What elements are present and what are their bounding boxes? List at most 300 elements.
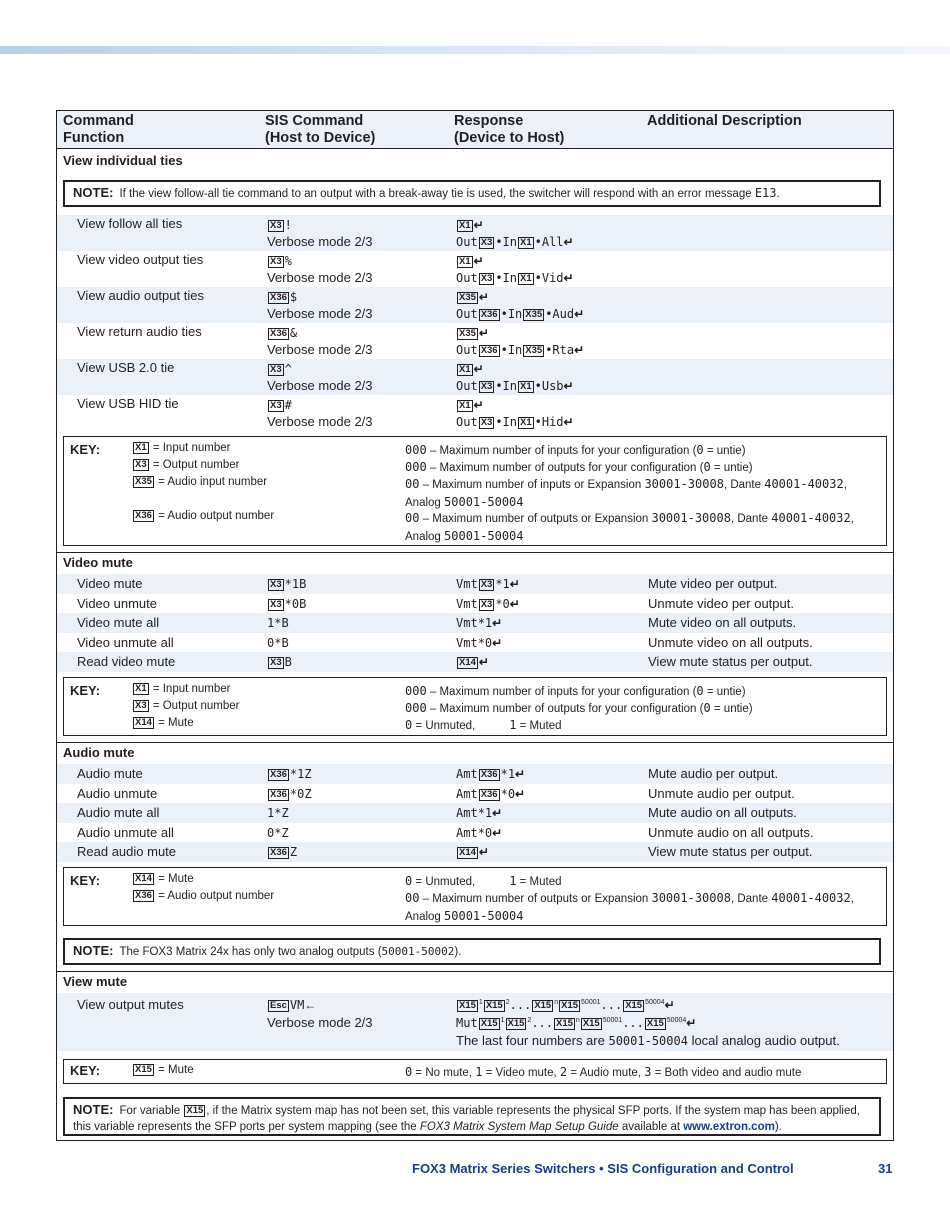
command-function: View USB HID tie xyxy=(77,396,179,411)
code: 0 xyxy=(703,460,711,474)
response xyxy=(456,766,525,781)
return-arrow-icon: ↵ xyxy=(492,825,503,840)
code: •In xyxy=(495,271,517,285)
return-arrow-icon: ↵ xyxy=(473,218,484,232)
section-divider xyxy=(57,742,893,743)
code: •In xyxy=(495,415,517,429)
var-box: X3 xyxy=(480,579,493,590)
response-description xyxy=(456,1033,840,1048)
text: = Muted xyxy=(516,876,562,888)
code: Vmt xyxy=(456,616,478,630)
code: 50001-50004 xyxy=(444,909,524,923)
description: Mute audio per output. xyxy=(648,766,779,781)
code: Vmt xyxy=(456,635,478,650)
key-label: KEY: xyxy=(70,1063,101,1078)
sis-command xyxy=(267,397,292,412)
response xyxy=(456,217,484,232)
code: •In xyxy=(500,343,523,357)
text: , Dante xyxy=(730,893,772,905)
verbose-label: Verbose mode 2/3 xyxy=(267,342,373,357)
left-arrow-icon: ← xyxy=(304,998,317,1012)
code: *1 xyxy=(477,806,493,820)
code: 0 xyxy=(405,1065,413,1079)
note-analog-outputs xyxy=(63,938,881,965)
text: local analog audio output. xyxy=(687,1033,840,1048)
code: •All xyxy=(534,235,564,249)
var-box: X15 xyxy=(485,1000,503,1011)
key-item xyxy=(132,459,239,471)
return-arrow-icon: ↵ xyxy=(686,1016,697,1030)
code: 40001-40032 xyxy=(771,511,851,525)
key-text: = Audio output number xyxy=(158,510,275,522)
note-code: E13 xyxy=(754,186,777,200)
code: Vmt xyxy=(456,596,478,611)
var-box: X1 xyxy=(459,220,471,231)
section-divider xyxy=(57,971,893,972)
sis-command xyxy=(267,825,289,840)
code: ^ xyxy=(284,362,292,376)
code: VM xyxy=(289,998,305,1012)
code: *0 xyxy=(477,825,493,840)
response xyxy=(456,576,520,591)
code: Out xyxy=(456,379,478,393)
key-text: = Input number xyxy=(152,442,231,454)
return-arrow-icon: ↵ xyxy=(563,235,574,249)
key-label: KEY: xyxy=(70,683,101,698)
var-box: X36 xyxy=(480,345,498,356)
top-gradient-bar xyxy=(0,46,950,54)
text: – Maximum number of inputs for your configuration ( xyxy=(426,686,697,698)
code: Out xyxy=(456,271,478,285)
var-box: X3 xyxy=(480,598,493,610)
header-additional-description: Additional Description xyxy=(647,113,802,129)
var-box: X3 xyxy=(270,220,282,231)
command-function: View follow all ties xyxy=(77,216,183,231)
response xyxy=(456,825,502,840)
code: Out xyxy=(456,235,478,249)
return-arrow-icon: ↵ xyxy=(473,254,484,268)
var-box: X36 xyxy=(270,788,287,800)
response xyxy=(456,289,489,304)
footer-title: FOX3 Matrix Series Switchers • SIS Configuration and Control xyxy=(412,1161,794,1176)
code: Vmt xyxy=(456,577,478,591)
command-function: Audio unmute all xyxy=(77,824,174,840)
note-text: ). xyxy=(774,1121,782,1133)
code: 0 xyxy=(696,443,704,457)
table-row xyxy=(57,823,893,843)
code: *1B xyxy=(284,577,307,591)
dots: ... xyxy=(622,1016,644,1030)
section-view-mute: View mute xyxy=(63,974,128,989)
page-number: 31 xyxy=(878,1161,893,1176)
var-box: X15 xyxy=(556,1018,573,1029)
sis-command xyxy=(267,217,292,232)
table-row xyxy=(57,395,893,431)
note-break-away xyxy=(63,180,881,207)
code: # xyxy=(284,398,292,412)
code: 00 xyxy=(405,511,420,525)
code: *0Z xyxy=(289,786,312,801)
key-text: = Audio output number xyxy=(158,890,275,902)
var-box: X35 xyxy=(459,292,476,303)
return-arrow-icon: ↵ xyxy=(664,998,675,1012)
code: Amt xyxy=(456,767,478,781)
key-item xyxy=(132,717,194,729)
var-box: X36 xyxy=(135,510,152,521)
response xyxy=(456,786,525,801)
table-row xyxy=(57,215,893,251)
var-box: X1 xyxy=(520,237,532,248)
text: – Maximum number of inputs for your configuration ( xyxy=(426,445,697,457)
var-box: X14 xyxy=(459,657,476,668)
table-row xyxy=(57,803,893,823)
command-function: Audio mute xyxy=(77,766,143,781)
code: 40001-40032 xyxy=(771,891,851,905)
verbose-label: Verbose mode 2/3 xyxy=(267,378,373,393)
command-function: Video unmute all xyxy=(77,634,174,650)
code: 0*Z xyxy=(267,825,289,840)
code: *0B xyxy=(284,596,307,611)
code: Out xyxy=(456,307,478,321)
note-end: . xyxy=(776,188,780,200)
command-function: Read video mute xyxy=(77,654,176,669)
text: – Maximum number of outputs for your configuration ( xyxy=(426,462,704,474)
sis-command xyxy=(267,289,297,304)
var-box: X36 xyxy=(270,847,287,858)
code: 0 xyxy=(696,684,704,698)
command-function: Video unmute xyxy=(77,595,157,611)
header-response: Response (Device to Host) xyxy=(454,113,565,146)
key-label: KEY: xyxy=(70,442,101,457)
note-text: If the view follow-all tie command to an output with a break-away tie is used, the switcher will respond with an error message xyxy=(119,188,755,200)
response xyxy=(456,635,502,650)
key-text: = Output number xyxy=(152,700,240,712)
code: •In xyxy=(500,307,523,321)
return-arrow-icon: ↵ xyxy=(492,616,503,630)
dots: ... xyxy=(531,1016,553,1030)
sup: 50004 xyxy=(666,1017,687,1024)
verbose-label: Verbose mode 2/3 xyxy=(267,306,373,321)
table-row-view-output-mutes xyxy=(57,993,893,1051)
sup: 1 xyxy=(500,1017,505,1024)
code: *1 xyxy=(495,577,510,591)
verbose-label: Verbose mode 2/3 xyxy=(267,1015,373,1030)
section-video-mute: Video mute xyxy=(63,555,133,570)
var-box: X15 xyxy=(186,1105,204,1116)
var-box: X14 xyxy=(459,847,476,858)
code: 50001-50004 xyxy=(608,1034,688,1048)
code: % xyxy=(284,254,292,268)
code: 00 xyxy=(405,477,420,491)
note-end: ). xyxy=(454,946,462,958)
sup: 50001 xyxy=(602,1017,623,1024)
var-box: X15 xyxy=(561,1000,579,1011)
sis-command xyxy=(267,325,297,340)
return-arrow-icon: ↵ xyxy=(478,845,489,859)
key-item xyxy=(132,476,267,488)
description: Mute audio on all outputs. xyxy=(648,805,797,820)
var-box: X1 xyxy=(459,364,471,375)
response xyxy=(456,805,502,820)
code: B xyxy=(284,655,292,669)
var-box: X1 xyxy=(459,256,471,267)
code: 40001-40032 xyxy=(764,477,844,491)
key-desc xyxy=(405,510,883,546)
text: – Maximum number of outputs or Expansion xyxy=(419,513,652,525)
var-box: X14 xyxy=(135,873,152,884)
response-verbose xyxy=(456,234,574,249)
text: = Muted xyxy=(516,720,562,732)
code: 0 xyxy=(405,718,413,732)
table-header xyxy=(57,111,893,149)
response xyxy=(456,615,502,630)
extron-link[interactable]: www.extron.com xyxy=(683,1121,775,1133)
sis-command xyxy=(267,844,297,859)
code: 1 xyxy=(509,718,517,732)
key-desc xyxy=(405,1064,883,1082)
response-verbose xyxy=(456,342,584,357)
sis-command-table xyxy=(56,110,894,1141)
code: Amt xyxy=(456,806,478,820)
code: *0 xyxy=(500,786,516,801)
sis-command xyxy=(267,253,292,268)
var-box: X1 xyxy=(520,381,532,392)
var-box: X1 xyxy=(520,273,532,284)
code: 1 xyxy=(475,1065,483,1079)
sis-command xyxy=(267,997,316,1012)
command-function: View output mutes xyxy=(77,997,184,1012)
code: •In xyxy=(495,379,517,393)
var-box: X3 xyxy=(270,598,282,610)
guide-title: FOX3 Matrix System Map Setup Guide xyxy=(419,1121,619,1133)
text: = Both video and audio mute xyxy=(651,1067,802,1079)
return-arrow-icon: ↵ xyxy=(563,415,574,429)
return-arrow-icon: ↵ xyxy=(563,379,574,393)
code: 00 xyxy=(405,891,420,905)
text: – Maximum number of outputs for your configuration ( xyxy=(426,703,704,715)
description: Unmute audio per output. xyxy=(648,785,795,801)
key-label: KEY: xyxy=(70,873,101,888)
code: 000 xyxy=(405,684,427,698)
description: Mute video on all outputs. xyxy=(648,615,797,630)
command-function: Video mute all xyxy=(77,615,160,630)
return-arrow-icon: ↵ xyxy=(478,290,489,304)
sup: 2 xyxy=(527,1017,532,1024)
table-row xyxy=(57,251,893,287)
table-row xyxy=(57,574,893,594)
dots: ... xyxy=(509,998,532,1012)
response xyxy=(456,253,484,268)
sis-command xyxy=(267,786,312,801)
code: *1 xyxy=(477,616,493,630)
text: = No mute, xyxy=(412,1067,476,1079)
var-box: X3 xyxy=(480,273,493,284)
sup: 50004 xyxy=(645,999,665,1006)
response-verbose xyxy=(456,306,584,321)
text: , Dante xyxy=(730,513,772,525)
var-box: X1 xyxy=(520,417,532,428)
note-code: 50001-50002 xyxy=(381,945,455,958)
var-box: X1 xyxy=(459,400,471,411)
return-arrow-icon: ↵ xyxy=(478,655,489,669)
key-item xyxy=(132,683,231,695)
var-box: X15 xyxy=(646,1018,664,1029)
var-box: X3 xyxy=(270,256,282,267)
description: View mute status per output. xyxy=(648,844,813,859)
key-box-ties xyxy=(63,436,887,546)
response-verbose xyxy=(456,414,574,429)
code: •Vid xyxy=(534,271,564,285)
command-function: View audio output ties xyxy=(77,288,204,303)
code: 3 xyxy=(644,1065,652,1079)
key-desc xyxy=(405,683,883,701)
sis-command xyxy=(267,766,312,781)
code: Out xyxy=(456,343,478,357)
text: = untie) xyxy=(710,703,753,715)
var-box: X3 xyxy=(270,657,282,668)
table-row xyxy=(57,594,893,614)
code: Mut xyxy=(456,1016,478,1030)
sis-command xyxy=(267,576,306,591)
note-label: NOTE: xyxy=(73,1102,114,1117)
code: 0 xyxy=(405,874,413,888)
return-arrow-icon: ↵ xyxy=(574,343,585,357)
description: Unmute audio on all outputs. xyxy=(648,824,814,840)
response xyxy=(456,397,484,412)
note-text: The FOX3 Matrix 24x has only two analog outputs ( xyxy=(119,946,382,958)
text: – Maximum number of outputs or Expansion xyxy=(419,893,652,905)
description: Unmute video on all outputs. xyxy=(648,634,813,650)
code: Amt xyxy=(456,825,478,840)
var-box: X36 xyxy=(480,788,498,800)
code: *0 xyxy=(495,596,510,611)
code: 1*Z xyxy=(267,806,289,820)
key-desc xyxy=(405,459,883,477)
text: = Unmuted, xyxy=(412,720,476,732)
table-row xyxy=(57,764,893,784)
sis-command xyxy=(267,596,306,611)
code: 000 xyxy=(405,443,427,457)
verbose-label: Verbose mode 2/3 xyxy=(267,270,373,285)
response-verbose xyxy=(456,270,574,285)
var-box: X15 xyxy=(135,1064,152,1075)
code: Out xyxy=(456,415,478,429)
return-arrow-icon: ↵ xyxy=(563,271,574,285)
section-view-individual-ties: View individual ties xyxy=(63,153,183,168)
sis-command xyxy=(267,361,292,376)
var-box: X35 xyxy=(135,476,152,487)
sup: n xyxy=(554,999,559,1006)
var-box: X3 xyxy=(480,381,493,392)
response-verbose xyxy=(456,378,574,393)
key-box-audio-mute xyxy=(63,867,887,926)
code: *1Z xyxy=(289,767,312,781)
table-row xyxy=(57,842,893,862)
command-function: Read audio mute xyxy=(77,844,177,859)
note-system-map xyxy=(63,1097,881,1136)
key-text: = Mute xyxy=(158,873,194,885)
table-row xyxy=(57,613,893,633)
var-box: X36 xyxy=(270,769,287,780)
code: 50001-50004 xyxy=(444,495,524,509)
return-arrow-icon: ↵ xyxy=(509,596,520,611)
code: •Rta xyxy=(545,343,575,357)
text: = Unmuted, xyxy=(412,876,476,888)
text: = untie) xyxy=(703,686,746,698)
command-function: View video output ties xyxy=(77,252,204,267)
verbose-label: Verbose mode 2/3 xyxy=(267,234,373,249)
key-text: = Input number xyxy=(152,683,231,695)
code: 000 xyxy=(405,701,427,715)
text: = untie) xyxy=(710,462,753,474)
text: The last four numbers are xyxy=(456,1033,609,1048)
code: & xyxy=(289,326,298,340)
response xyxy=(456,596,520,611)
command-function: View USB 2.0 tie xyxy=(77,360,175,375)
esc-key-box: Esc xyxy=(270,1000,287,1011)
key-desc xyxy=(405,476,883,512)
code: 000 xyxy=(405,460,427,474)
return-arrow-icon: ↵ xyxy=(478,326,489,340)
text: , Analog xyxy=(405,513,854,543)
return-arrow-icon: ↵ xyxy=(515,786,526,801)
response xyxy=(456,997,675,1012)
var-box: X35 xyxy=(525,345,543,356)
code: Z xyxy=(289,845,298,859)
command-function: Video mute xyxy=(77,576,143,591)
return-arrow-icon: ↵ xyxy=(515,767,526,781)
key-item xyxy=(132,1064,194,1076)
var-box: X15 xyxy=(534,1000,552,1011)
code: ! xyxy=(284,218,292,232)
return-arrow-icon: ↵ xyxy=(492,635,503,650)
description: Mute video per output. xyxy=(648,576,778,591)
var-box: X1 xyxy=(135,442,147,453)
code: *1 xyxy=(500,767,516,781)
var-box: X15 xyxy=(625,1000,643,1011)
var-box: X35 xyxy=(525,309,543,320)
note-text: available at xyxy=(618,1121,684,1133)
code: 30001-30008 xyxy=(651,891,731,905)
text: , Analog xyxy=(405,479,847,509)
text: = untie) xyxy=(703,445,746,457)
var-box: X1 xyxy=(135,683,147,694)
return-arrow-icon: ↵ xyxy=(492,806,503,820)
return-arrow-icon: ↵ xyxy=(509,577,520,591)
header-command-function: Command Function xyxy=(63,113,134,146)
table-row xyxy=(57,633,893,653)
key-item xyxy=(132,700,239,712)
code: 0*B xyxy=(267,635,289,650)
key-box-view-mute xyxy=(63,1059,887,1084)
key-desc xyxy=(405,873,883,891)
table-row xyxy=(57,323,893,359)
text: , Dante xyxy=(723,479,765,491)
text: = Audio mute, xyxy=(567,1067,645,1079)
var-box: X3 xyxy=(270,400,282,411)
key-text: = Mute xyxy=(158,1064,194,1076)
section-audio-mute: Audio mute xyxy=(63,745,135,760)
response xyxy=(456,844,489,859)
note-text: For variable xyxy=(119,1105,184,1117)
code: 1 xyxy=(509,874,517,888)
response xyxy=(456,325,489,340)
key-text: = Audio input number xyxy=(158,476,268,488)
key-desc xyxy=(405,442,883,460)
description: Unmute video per output. xyxy=(648,595,794,611)
key-item xyxy=(132,890,274,902)
note-label: NOTE: xyxy=(73,185,114,200)
